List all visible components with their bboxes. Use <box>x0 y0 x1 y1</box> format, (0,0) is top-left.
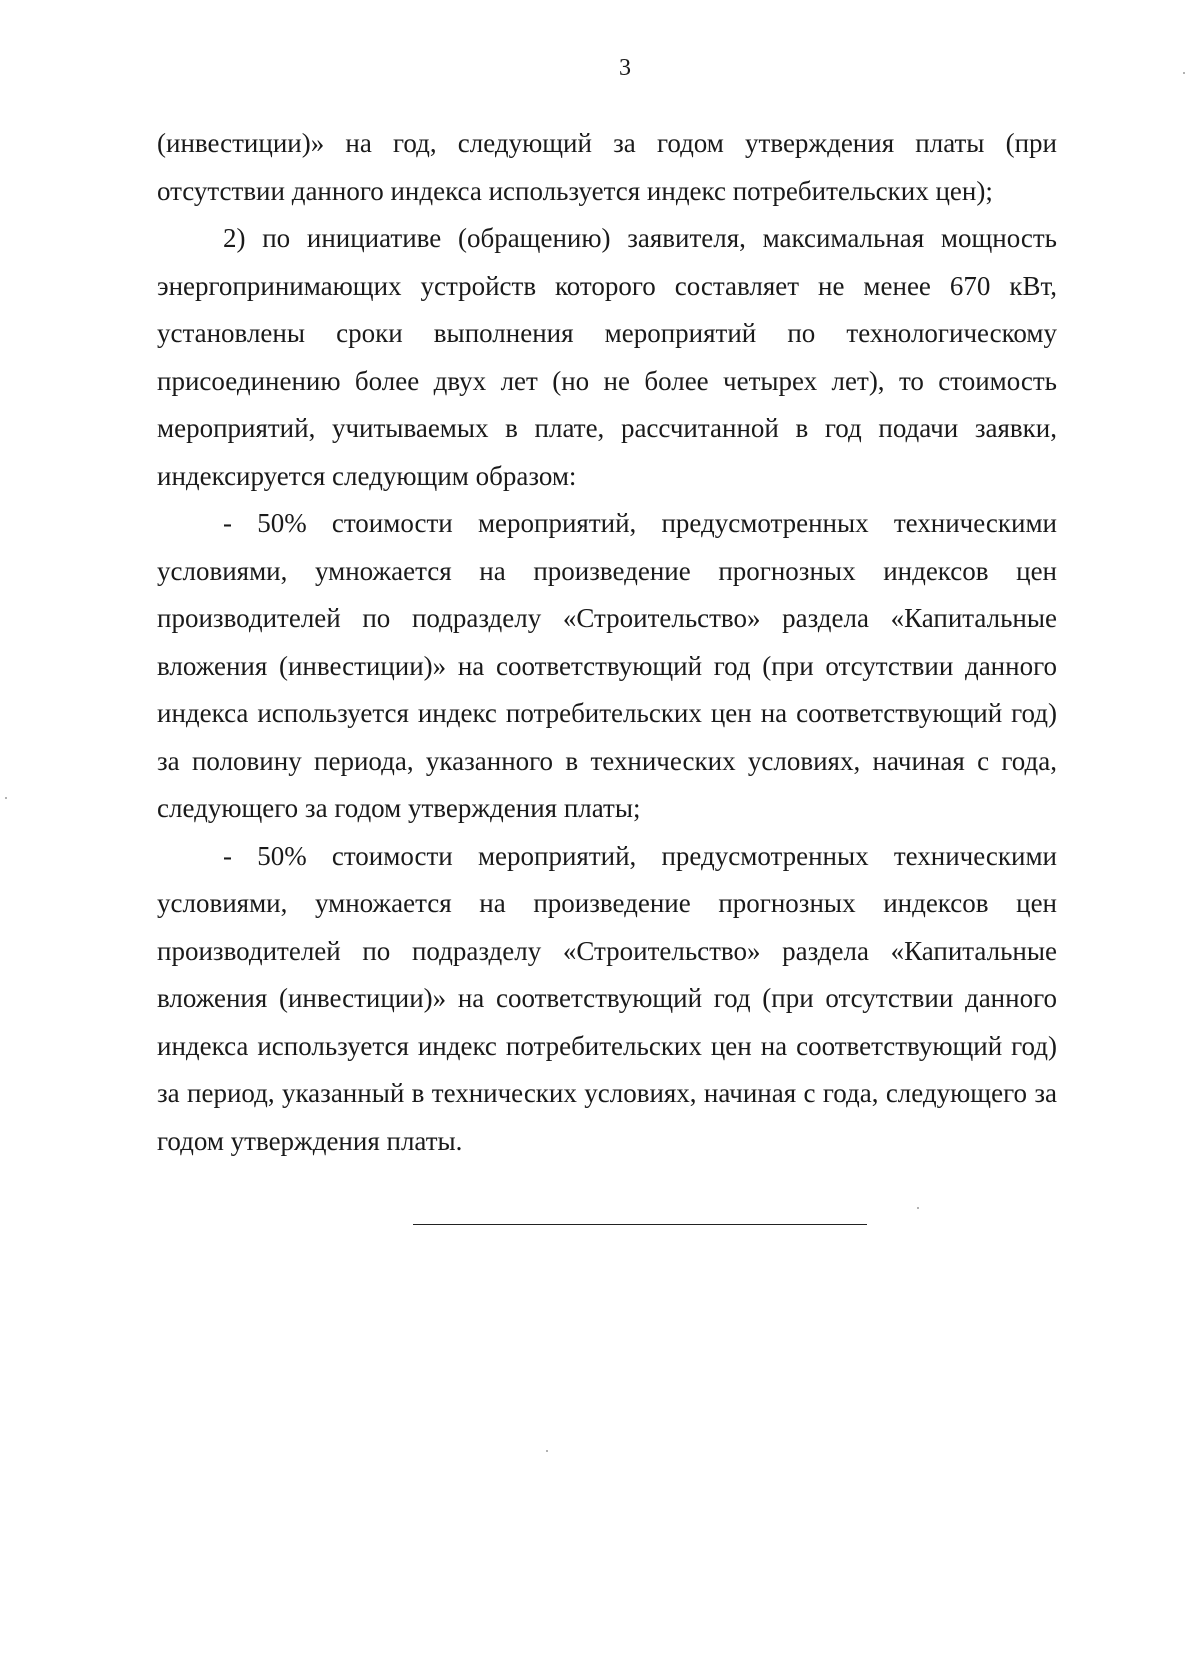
scan-speck <box>1183 72 1185 74</box>
paragraph-bullet-half-period: - 50% стоимости мероприятий, предусмотренных техническими условиями, умножается на произведение прогнозных индексов цен производителей по подразделу «Строительство» раздела «Капитальные вложения (инвестиции)» на соответствующий год (при отсутствии данного индекса используется индекс потребительских цен на соответствующий год) за половину периода, указанного в технических условиях, начиная с года, следующего за годом утверждения платы; <box>157 508 1057 823</box>
scan-speck <box>546 1450 548 1452</box>
page-number: 3 <box>619 55 631 81</box>
document-body <box>157 120 1057 1165</box>
paragraph-bullet-full-period: - 50% стоимости мероприятий, предусмотренных техническими условиями, умножается на произведение прогнозных индексов цен производителей по подразделу «Строительство» раздела «Капитальные вложения (инвестиции)» на соответствующий год (при отсутствии данного индекса используется индекс потребительских цен на соответствующий год) за период, указанный в технических условиях, начиная с года, следующего за годом утверждения платы. <box>157 840 1057 1156</box>
scan-speck <box>917 1207 919 1209</box>
paragraph-item-2: 2) по инициативе (обращению) заявителя, максимальная мощность энергопринимающих устройств которого составляет не менее 670 кВт, установлены сроки выполнения мероприятий по технологическому присоединению более двух лет (но не более четырех лет), то стоимость мероприятий, учитываемых в плате, рассчитанной в год подачи заявки, индексируется следующим образом: <box>157 223 1057 491</box>
scan-speck <box>5 797 7 799</box>
end-separator-line <box>413 1224 867 1225</box>
paragraph-continuation: (инвестиции)» на год, следующий за годом утверждения платы (при отсутствии данного индекса используется индекс потребительских цен); <box>157 128 1057 206</box>
